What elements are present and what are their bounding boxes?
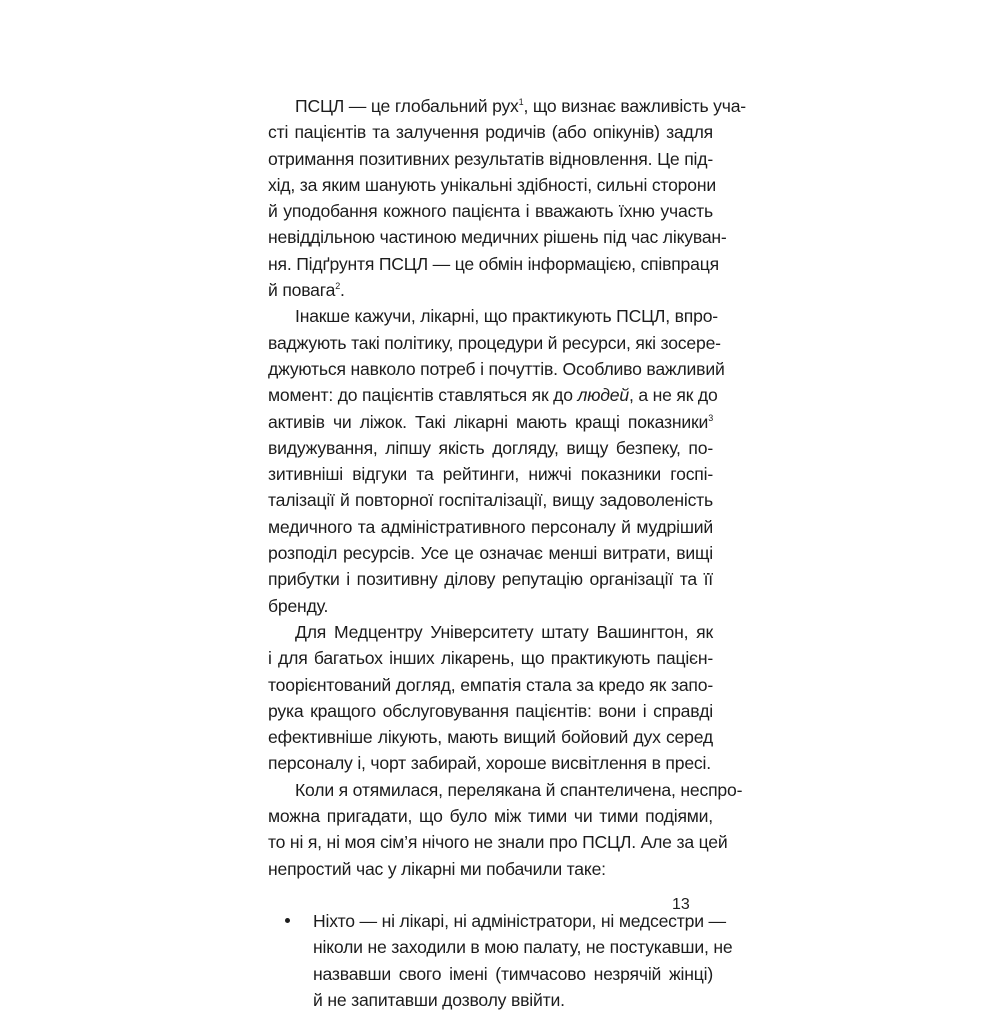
text-line: непростий час у лікарні ми побачили таке:: [268, 858, 606, 879]
text-line: ніколи не заходили в мою палату, не постукавши, не: [313, 937, 733, 958]
text-line: активів чи ліжок. Такі лікарні мають кращі показники$^3$: [268, 411, 713, 432]
text-line: й не запитавши дозволу ввійти.: [313, 989, 565, 1010]
paragraph-2: [268, 303, 725, 619]
text-line: розподіл ресурсів. Усе це означає менші витрати, вищі: [268, 543, 713, 564]
text-line: отримання позитивних результатів відновлення. Це під-: [268, 148, 713, 169]
text-line: ваджують такі політику, процедури й ресурси, які зосере-: [268, 332, 721, 353]
text-line: видужування, ліпшу якість догляду, вищу безпеку, по-: [268, 437, 713, 458]
text-line: момент: до пацієнтів ставляться як до людей, а не як до: [268, 385, 718, 406]
paragraph-1: [268, 93, 746, 303]
text-line: Коли я отямилася, перелякана й спантеличена, неспро-: [295, 779, 743, 800]
text-line: Для Медцентру Університету штату Вашингтон, як: [295, 621, 713, 642]
text-line: бренду.: [268, 595, 329, 616]
text-line: прибутки і позитивну ділову репутацію організації та її: [268, 569, 713, 590]
text-line: й повага$^2$.: [268, 280, 345, 301]
bullet-item: [313, 908, 733, 1013]
book-page: [268, 93, 746, 1013]
text-line: персоналу і, чорт забирай, хороше висвітлення в пресі.: [268, 753, 711, 774]
text-line: ня. Підґрунтя ПСЦЛ — це обмін інформацією, співпраця: [268, 253, 719, 274]
text-line: талізації й повторної госпіталізації, вищу задоволеність: [268, 490, 713, 511]
bullet-list: [268, 908, 733, 1013]
footnote-ref: 3: [708, 412, 713, 423]
footnote-ref: 2: [335, 281, 340, 292]
text-line: можна пригадати, що було між тими чи тими подіями,: [268, 806, 713, 827]
text-line: медичного та адміністративного персоналу й мудріший: [268, 516, 713, 537]
text-line: назвавши свого імені (тимчасово незрячій жінці): [313, 963, 713, 984]
text-line: тоорієнтований догляд, емпатія стала за кредо як запо-: [268, 674, 713, 695]
text-line: Інакше кажучи, лікарні, що практикують ПСЦЛ, впро-: [295, 306, 718, 327]
text-line: сті пацієнтів та залучення родичів (або опікунів) задля: [268, 122, 713, 143]
text-line: рука кращого обслуговування пацієнтів: вони і справді: [268, 700, 713, 721]
text-line: Ніхто — ні лікарі, ні адміністратори, ні медсестри —: [313, 910, 726, 931]
bullet-dot-icon: [285, 918, 290, 923]
text-line: і для багатьох інших лікарень, що практикують пацієн-: [268, 648, 713, 669]
paragraph-3: [268, 619, 713, 777]
page-number: 13: [672, 896, 690, 913]
text-line: ефективніше лікують, мають вищий бойовий дух серед: [268, 727, 713, 748]
text-line: то ні я, ні моя сім’я нічого не знали про ПСЦЛ. Але за цей: [268, 832, 728, 853]
emphasis-text: людей: [577, 385, 629, 406]
text-line: зитивніші відгуки та рейтинги, нижчі показники госпі-: [268, 464, 713, 485]
paragraph-4: [268, 777, 743, 882]
text-line: ПСЦЛ — це глобальний рух$^1$, що визнає важливість уча-: [295, 96, 746, 116]
text-line: джуються навколо потреб і почуттів. Особливо важливий: [268, 358, 725, 379]
footnote-ref: 1: [518, 97, 524, 107]
text-line: й уподобання кожного пацієнта і вважають їхню участь: [268, 201, 713, 222]
text-line: невіддільною частиною медичних рішень під час лікуван-: [268, 227, 727, 248]
text-line: хід, за яким шанують унікальні здібності, сильні сторони: [268, 174, 716, 195]
